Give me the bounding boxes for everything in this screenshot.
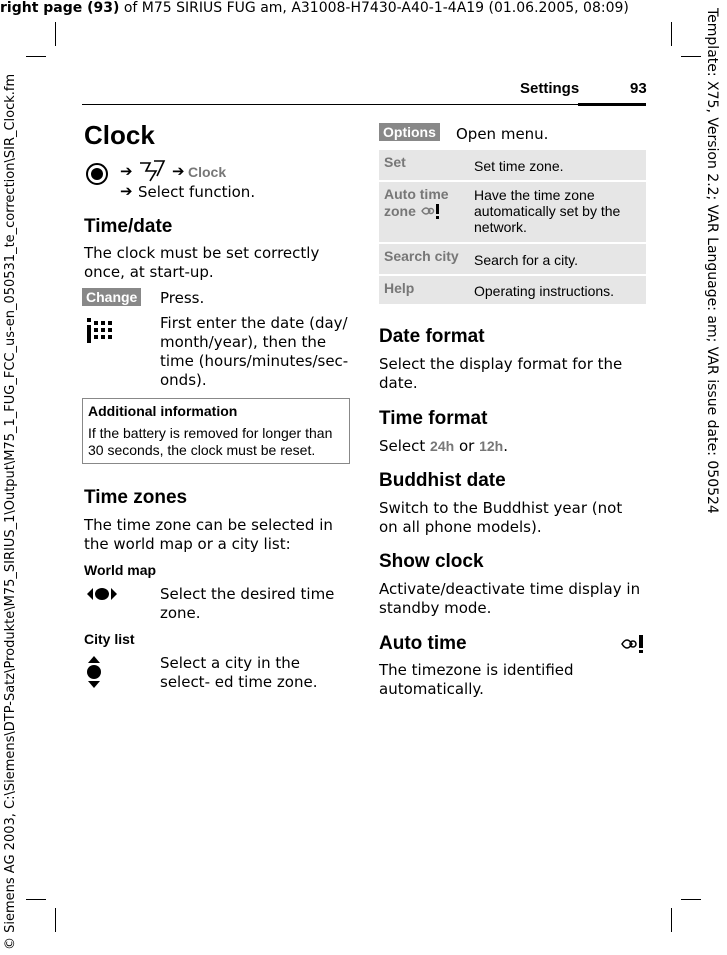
page-title: Clock <box>84 120 155 150</box>
crop-mark <box>671 908 672 932</box>
menu-key-icon <box>85 162 109 186</box>
nav-clock-label: Clock <box>188 164 227 180</box>
header-rule-thick <box>578 103 646 106</box>
heading-time-zones: Time zones <box>84 487 188 508</box>
table-value: Have the time zone automatically set by the network. <box>474 187 621 235</box>
city-list-text: Select a city in the select- ed time zone. <box>160 654 318 691</box>
file-path-text: © Siemens AG 2003, C:\Siemens\DTP-Satz\Produkte\M75_SIRIUS_1\Output\M75_1_FUG_FCC_us-en_050531_te_correction\SIR_Clock.fm <box>3 73 18 950</box>
heading-date-format: Date format <box>379 326 485 347</box>
auto-time-zone-label: Auto time zone <box>384 186 449 219</box>
time-format-mid: or <box>454 437 480 455</box>
running-title: Settings <box>520 80 580 97</box>
heading-time-format: Time format <box>379 408 488 429</box>
crop-mark <box>671 22 672 46</box>
settings-tool-icon <box>137 158 167 184</box>
option-12h: 12h <box>479 438 504 454</box>
table-row <box>379 182 646 242</box>
crop-mark <box>26 56 46 57</box>
auto-time-text: The timezone is identified automatically. <box>379 661 574 698</box>
left-right-nav-icon <box>84 585 120 603</box>
heading-auto-time: Auto time <box>379 633 467 654</box>
info-heading: Additional information <box>88 403 238 419</box>
table-key: Set <box>384 154 406 170</box>
print-header <box>0 0 629 16</box>
table-row <box>379 150 646 180</box>
table-key: Search city <box>384 248 459 264</box>
nav-select-text: Select function. <box>138 183 256 201</box>
up-down-nav-icon <box>84 654 104 690</box>
keypad-icon <box>84 316 114 346</box>
time-format-post: . <box>503 437 508 455</box>
options-text: Open menu. <box>456 125 549 143</box>
info-text: If the battery is removed for longer than 30 seconds, the clock must be reset. <box>88 425 333 458</box>
table-row <box>379 276 646 304</box>
show-clock-text: Activate/deactivate time display in standby mode. <box>379 580 641 617</box>
table-value: Operating instructions. <box>474 283 615 299</box>
arrow-icon: ➔ <box>120 162 133 180</box>
page-number: 93 <box>630 80 647 97</box>
table-key <box>384 186 464 220</box>
table-value: Search for a city. <box>474 252 579 268</box>
world-map-label: World map <box>84 562 157 578</box>
print-header-rest: of M75 SIRIUS FUG am, A31008-H7430-A40-1-4A19 (01.06.2005, 08:09) <box>119 0 629 16</box>
table-value: Set time zone. <box>474 158 564 174</box>
options-softkey: Options <box>379 123 440 141</box>
header-rule <box>82 104 646 105</box>
time-format-text <box>379 437 644 456</box>
change-softkey: Change <box>82 288 141 306</box>
option-24h: 24h <box>430 438 455 454</box>
crop-mark <box>681 56 701 57</box>
arrow-icon: ➔ <box>172 162 185 180</box>
table-row <box>379 244 646 274</box>
network-dependent-icon <box>420 203 442 219</box>
network-dependent-icon <box>620 634 646 654</box>
time-zones-intro: The time zone can be selected in the world map or a city list: <box>84 516 333 553</box>
enter-date-text: First enter the date (day/ month/year), then the time (hours/minutes/sec- onds). <box>160 314 349 389</box>
crop-mark <box>681 899 701 900</box>
time-date-intro: The clock must be set correctly once, at start-up. <box>84 244 320 281</box>
crop-mark <box>55 22 56 46</box>
time-format-pre: Select <box>379 437 431 455</box>
additional-info-box <box>82 398 350 464</box>
print-header-bold: right page (93) <box>0 0 120 16</box>
heading-time-date: Time/date <box>84 216 173 237</box>
crop-mark <box>55 908 56 932</box>
template-info <box>700 8 720 628</box>
heading-show-clock: Show clock <box>379 551 484 572</box>
heading-buddhist-date: Buddhist date <box>379 470 506 491</box>
arrow-icon: ➔ <box>120 182 133 200</box>
world-map-text: Select the desired time zone. <box>160 585 335 622</box>
file-path-info <box>0 73 22 950</box>
table-key: Help <box>384 280 415 296</box>
buddhist-date-text: Switch to the Buddhist year (not on all phone models). <box>379 499 623 536</box>
template-info-text: Template: X75, Version 2.2; VAR Language: am; VAR issue date: 050524 <box>704 8 720 514</box>
date-format-text: Select the display format for the date. <box>379 355 623 392</box>
change-text: Press. <box>160 289 205 307</box>
city-list-label: City list <box>84 631 135 647</box>
crop-mark <box>26 899 46 900</box>
